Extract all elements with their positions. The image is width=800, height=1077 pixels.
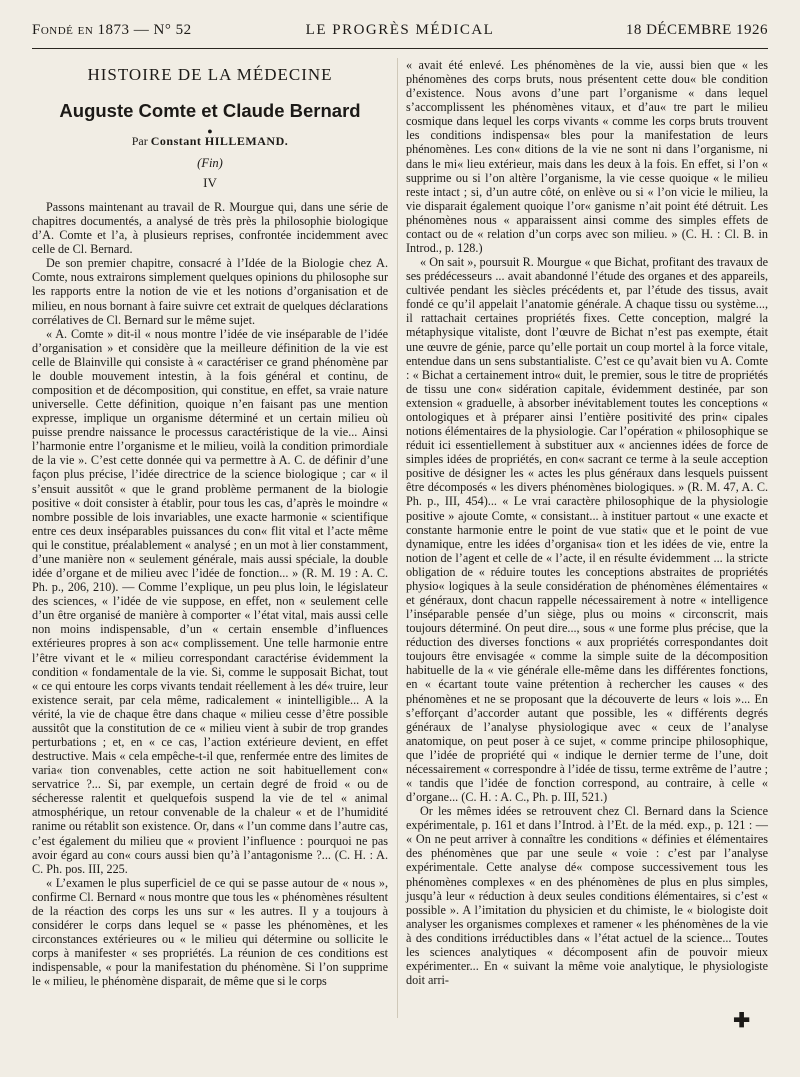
founding-and-issue: Fondé en 1873 — N° 52 — [32, 22, 192, 38]
issue-date: 18 DÉCEMBRE 1926 — [625, 22, 768, 38]
article-title: Auguste Comte et Claude Bernard — [59, 100, 361, 121]
section-title: HISTOIRE DE LA MÉDECINE — [87, 65, 333, 84]
byline-prefix: Par — [131, 134, 148, 148]
byline — [32, 134, 388, 152]
paragraph: Or les mêmes idées se retrouvent chez Cl. Bernard dans la Science expérimentale, p. 161 et dans l’Introd. à l’Et. de la méd. exp., p. 121 : — « On ne peut arriver à connaître les conditions « définies et élémentaires des phénomènes que par une seule « voie : c’est par l’analyse expérimentale. Cette analyse dé« compose successivement tous les phénomènes complexes « en des phénomènes de plus en plus simples, jusqu’à leur « réduction à deux seules conditions élémentaires, si c’est « possible ». A l’imitation du physicien et du chimiste, le « biologiste doit analyser les organismes complexes et ramener « les phénomènes de la vie à des conditions irréductibles dans « l’état actuel de la science... Toutes les sciences analytiques « décomposent afin de pouvoir mieux expérimenter... En « suivant la même voie analytique, le physiologiste doit arri- — [406, 804, 768, 988]
right-column — [406, 58, 768, 987]
paragraph: « avait été enlevé. Les phénomènes de la vie, aussi bien que « les phénomènes des corps bruts, nous présentent cette dou« ble condition d’existence. Nous avons d’une part l’organisme « dans lequel s’accomplissent les phénomènes vitaux, et d’au« tre part le milieu cosmique dans lequel les corps vivants « comme les corps bruts trouvent les conditions indispensa« bles pour la manifestation de leurs phénomènes. Les con« ditions de la vie ne sont ni dans l’organisme, ni dans le mi« lieu extérieur, mais dans les deux à la fois. En effet, si l’on « supprime ou si l’on altère l’organisme, la vie cesse quoique « le milieu reste intact ; si, d’un autre côté, on enlève ou si « l’on vicie le milieu, la vie disparait également quoique l’or« ganisme n’ait point été détruit. Les phénomènes nous « apparaissent ainsi comme des simples effets de contact ou de « relation d’un corps avec son milieu. » (C. H. : Cl. B. in Introd., p. 128.) — [406, 58, 768, 256]
paragraph: « A. Comte » dit-il « nous montre l’idée de vie inséparable de l’idée d’organisation » et considère que la meilleure définition de la vie est celle de Blainville qui consiste à « caractériser ce grand phénomène par le double mouvement intestin, à la fois général et continu, de composition et de décomposition, qui constitue, en effet, sa vraie nature universelle. Cette définition, quoique n’en faisant pas une mention expresse, implique un organisme déterminé et un certain milieu où puisse prendre naissance le processus caractéristique de la vie... Ainsi l’harmonie entre l’organisme et le milieu, voilà la condition primordiale de la vie ». C’est cette donnée qui va permettre à A. C. de définir d’une façon plus précise, l’idée directrice de la science biologique ; car « il s’ensuit aussitôt « que le grand problème permanent de la biologie positive « doit consister à établir, pour tous les cas, d’après le moindre « nombre possible de lois invariables, une exacte harmonie « scientifique entre ces deux inséparables puissances du con« flit vital et l’acte même qui le constitue, préalablement « analysé ; en un mot à lier constamment, d’une manière non « seulement générale, mais aussi spéciale, la double idée d’organe et de milieu avec l’idée de fonction... » (R. M. 19 : A. C. Ph. p., 206, 210). — Comme l’explique, un peu plus loin, le législateur des sciences, « l’idée de vie suppose, en effet, non « seulement celle d’un être organisé de manière à comporter « l’état vital, mais aussi celle non moins indispensable, d’un « certain ensemble d’influences extérieures propres à son ac« complissement. Une telle harmonie entre l’être vivant et le « milieu correspondant caractérise évidemment la condition « fondamentale de la vie. Si, comme le supposait Bichat, tout « ce qui entoure les corps vivants tendait réellement à les dé« truire, leur existence serait, par cela même, radicalement « inintelligible... A la vérité, la vie de chaque être dans chaque « milieu cesse d’être possible aussitôt que la constitution de ce « milieu vient à subir de trop grandes perturbations ; et, en « ce cas, l’action extérieure devient, en effet destructive. Mais « cela empêche-t-il que, renfermée entre des limites de varia« tion convenables, cette action ne soit habituellement con« servatrice ?... Si, par exemple, un certain degré de froid « ou de sécheresse ralentit et quelquefois suspend la vie de tel « animal atmosphérique, un retour convenable de la chaleur « et de l’humidité ranime ou rétablit son existence. Or, dans « l’un comme dans l’autre cas, c’est également du milieu que « provient l’influence : pourquoi ne pas avoir égard au con« cours aussi bien qu’à l’antagonisme ?... (C. H. : A. C. Ph. pos. III, 225. — [32, 326, 388, 876]
part-note: (Fin) — [197, 156, 223, 170]
paragraph: De son premier chapitre, consacré à l’Idée de la Biologie chez A. Comte, nous extrairons simplement quelques opinions du philosophe sur les rapports entre la notion de vie et les notions d’organisation et de milieu, en nous bornant à faire suivre cet extrait de quelques déclarations corrélatives de Cl. Bernard sur le même sujet. — [32, 256, 389, 327]
column-divider — [397, 58, 398, 1018]
title-ornament: ● — [207, 126, 213, 136]
author-name: Constant HILLEMAND. — [150, 134, 289, 148]
paragraph: « L’examen le plus superficiel de ce qui se passe autour de « nous », confirme Cl. Bernard « nous montre que tous les « phénomènes résultent de la réaction des corps les uns sur « les autres. Il y a toujours à considérer le corps dans lequel se « passe les phénomènes, et les circonstances extérieures ou « le milieu qui détermine ou sollicite le corps à manifester « ses propriétés. La réunion de ces conditions est indispensable, « pour la manifestation du phénomène. Si l’on supprime le « milieu, le phénomène disparait, de même que si le corps — [32, 875, 388, 989]
chapter-number: IV — [203, 175, 217, 190]
paragraph: Passons maintenant au travail de R. Mourgue qui, dans une série de chapitres documentés, a analysé de très près la philosophie biologique d’A. Comte et l’a, à plusieurs reprises, confrontée incidemment avec celle de Cl. Bernard. — [32, 200, 388, 257]
end-cross-mark: ✚ — [733, 1010, 750, 1032]
header-rule — [32, 48, 768, 49]
running-head — [32, 22, 768, 44]
paragraph: « On sait », poursuit R. Mourgue « que Bichat, profitant des travaux de ses prédécesseurs ... avait abandonné l’étude des organes et des appareils, cultivée pendant les siècles précédents et, par l’étude des tissus, avait fondé ce qu’il appelait l’anatomie générale. A chaque tissu ou système..., il rattachait certaines propriétés fixes. Cette conception, malgré la métaphysique vitaliste, dont l’œuvre de Bichat n’est pas exempte, était une œuvre de génie, parce qu’elle portait un coup mortel à la force vitale, entendue dans un sens substantialiste. C’est ce qu’avait bien vu A. Comte : « Bichat a certainement intro« duit, le premier, sous le titre de propriétés de tissu une con« sidération capitale, évidemment destinée, par son extension « graduelle, à absorber inévitablement toutes les conceptions « ontologiques et à préparer ainsi l’entière positivité des prin« cipales notions élémentaires de la physiologie. Car l’opération « philosophique se réduit ici essentiellement à substituer aux « anciennes idées de force de simples idées de propriétés, en con« sacrant ce terme à la seule acception positive de désigner les « actes les plus généraux dans lesquels puissent être décomposés « les divers phénomènes biologiques. » (R. M. 47, A. C. Ph. p., III, 454)... « Le vrai caractère philosophique de la physiologie positive » ajoute Comte, « consistant... à instituer partout « une exacte et constante harmonie entre le point de vue stati« que et le point de vue dynamique, entre les idées d’organisa« tion et les idées de vie, entre la notion de l’agent et celle de « l’acte, il en résulte évidemment ... la stricte obligation de « réduire toutes les conceptions abstraites de propriétés physio« logiques à la seule considération de phénomènes élémentaires « et généraux, dont chacun rappelle nécessairement à notre « intelligence l’inséparable pensée d’un siège, plus ou moins « circonscrit, mais toujours déterminé. On peut dire..., sous « une forme plus précise, que la réduction des diverses fonctions « aux propriétés correspondantes doit toujours être envisagée « comme la simple suite de la décomposition habituelle de la « vie générale elle-même dans les différentes fonctions, en « écartant toute vaine prétention à rechercher les causes « des phénomènes et ne se proposant que la découverte de leurs « lois »... En s’efforçant d’accorder autant que possible, les « différents degrés généraux de l’analyse physiologique avec « ceux de l’analyse anatomique, on peut poser à ce sujet, « comme principe philosophique, que l’idée de propriété qui « indique le dernier terme de l’une, doit nécessairement « correspondre à l’idée de tissu, terme extrême de l’autre ; « tandis que l’idée de fonction correspond, au contraire, à celle « d’organe... (C. H. : A. C., Ph. p. III, 521.) — [406, 255, 768, 805]
left-column — [32, 58, 388, 988]
journal-title: LE PROGRÈS MÉDICAL — [305, 22, 495, 38]
